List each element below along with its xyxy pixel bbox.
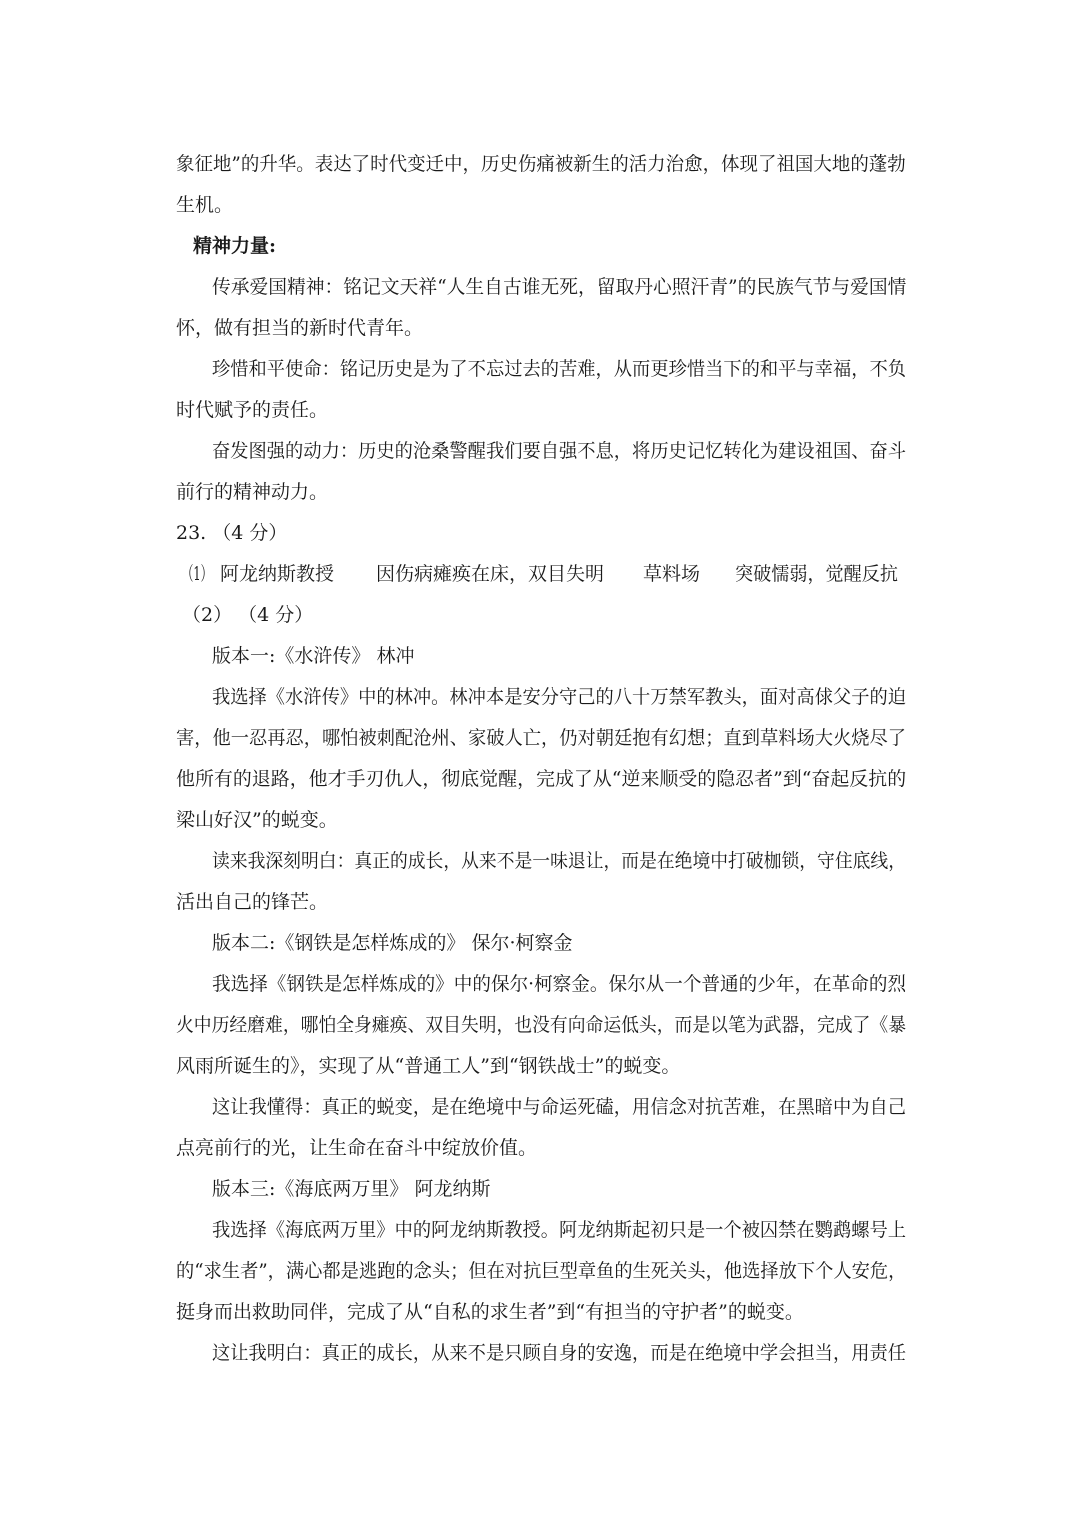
text-line: 火中历经磨难，哪怕全身瘫痪、双目失明，也没有向命运低头，而是以笔为武器，完成了《暴 [176,1014,907,1036]
version-heading: 版本二:《钢铁是怎样炼成的》 保尔·柯察金 [212,932,573,954]
question-number: 23. （4 分） [176,522,288,544]
text-line: 时代赋予的责任。 [176,399,329,421]
answer-row-number: （1） [182,563,213,585]
answer-cell-1: 阿龙纳斯教授 [220,563,335,585]
text-line: 这让我懂得：真正的蜕变，是在绝境中与命运死磕，用信念对抗苦难，在黑暗中为自己 [212,1096,907,1118]
text-line: 奋发图强的动力：历史的沧桑警醒我们要自强不息，将历史记忆转化为建设祖国、奋斗 [212,440,907,462]
text-line: 挺身而出救助同伴，完成了从“自私的求生者”到“有担当的守护者”的蜕变。 [176,1301,804,1323]
text-line: 怀，做有担当的新时代青年。 [176,317,424,339]
text-line: 象征地”的升华。表达了时代变迁中，历史伤痛被新生的活力治愈，体现了祖国大地的蓬勃 [176,153,906,175]
text-line: 生机。 [176,194,234,216]
answer-cell-3: 草料场 [643,563,701,585]
version-heading: 版本一:《水浒传》 林冲 [212,645,415,667]
text-line: 害，他一忍再忍，哪怕被刺配沧州、家破人亡，仍对朝廷抱有幻想；直到草料场大火烧尽了 [176,727,907,749]
text-line: 这让我明白：真正的成长，从来不是只顾自身的安逸，而是在绝境中学会担当，用责任 [212,1342,907,1364]
text-line: 我选择《水浒传》中的林冲。林冲本是安分守己的八十万禁军教头，面对高俅父子的迫 [212,686,907,708]
text-line: 传承爱国精神：铭记文天祥“人生自古谁无死，留取丹心照汗青”的民族气节与爱国情 [212,276,907,298]
text-line: 梁山好汉”的蜕变。 [176,809,338,831]
text-line: 点亮前行的光，让生命在奋斗中绽放价值。 [176,1137,538,1159]
version-heading: 版本三:《海底两万里》 阿龙纳斯 [212,1178,491,1200]
text-line: 我选择《海底两万里》中的阿龙纳斯教授。阿龙纳斯起初只是一个被囚禁在鹦鹉螺号上 [212,1219,907,1241]
sub-question-number: （2） （4 分） [182,604,314,626]
text-line: 风雨所诞生的》，实现了从“普通工人”到“钢铁战士”的蜕变。 [176,1055,681,1077]
text-line: 活出自己的锋芒。 [176,891,329,913]
text-line: 前行的精神动力。 [176,481,329,503]
answer-cell-4: 突破懦弱，觉醒反抗 [735,563,899,585]
answer-cell-2: 因伤病瘫痪在床，双目失明 [376,563,605,585]
section-heading: 精神力量: [193,235,277,257]
text-line: 的“求生者”，满心都是逃跑的念头；但在对抗巨型章鱼的生死关头，他选择放下个人安危， [176,1260,907,1282]
text-line: 珍惜和平使命：铭记历史是为了不忘过去的苦难，从而更珍惜当下的和平与幸福，不负 [212,358,907,380]
text-line: 我选择《钢铁是怎样炼成的》中的保尔·柯察金。保尔从一个普通的少年，在革命的烈 [212,973,907,995]
text-line: 读来我深刻明白：真正的成长，从来不是一味退让，而是在绝境中打破枷锁，守住底线， [212,850,907,872]
text-line: 他所有的退路，他才手刃仇人，彻底觉醒，完成了从“逆来顺受的隐忍者”到“奋起反抗的 [176,768,907,790]
